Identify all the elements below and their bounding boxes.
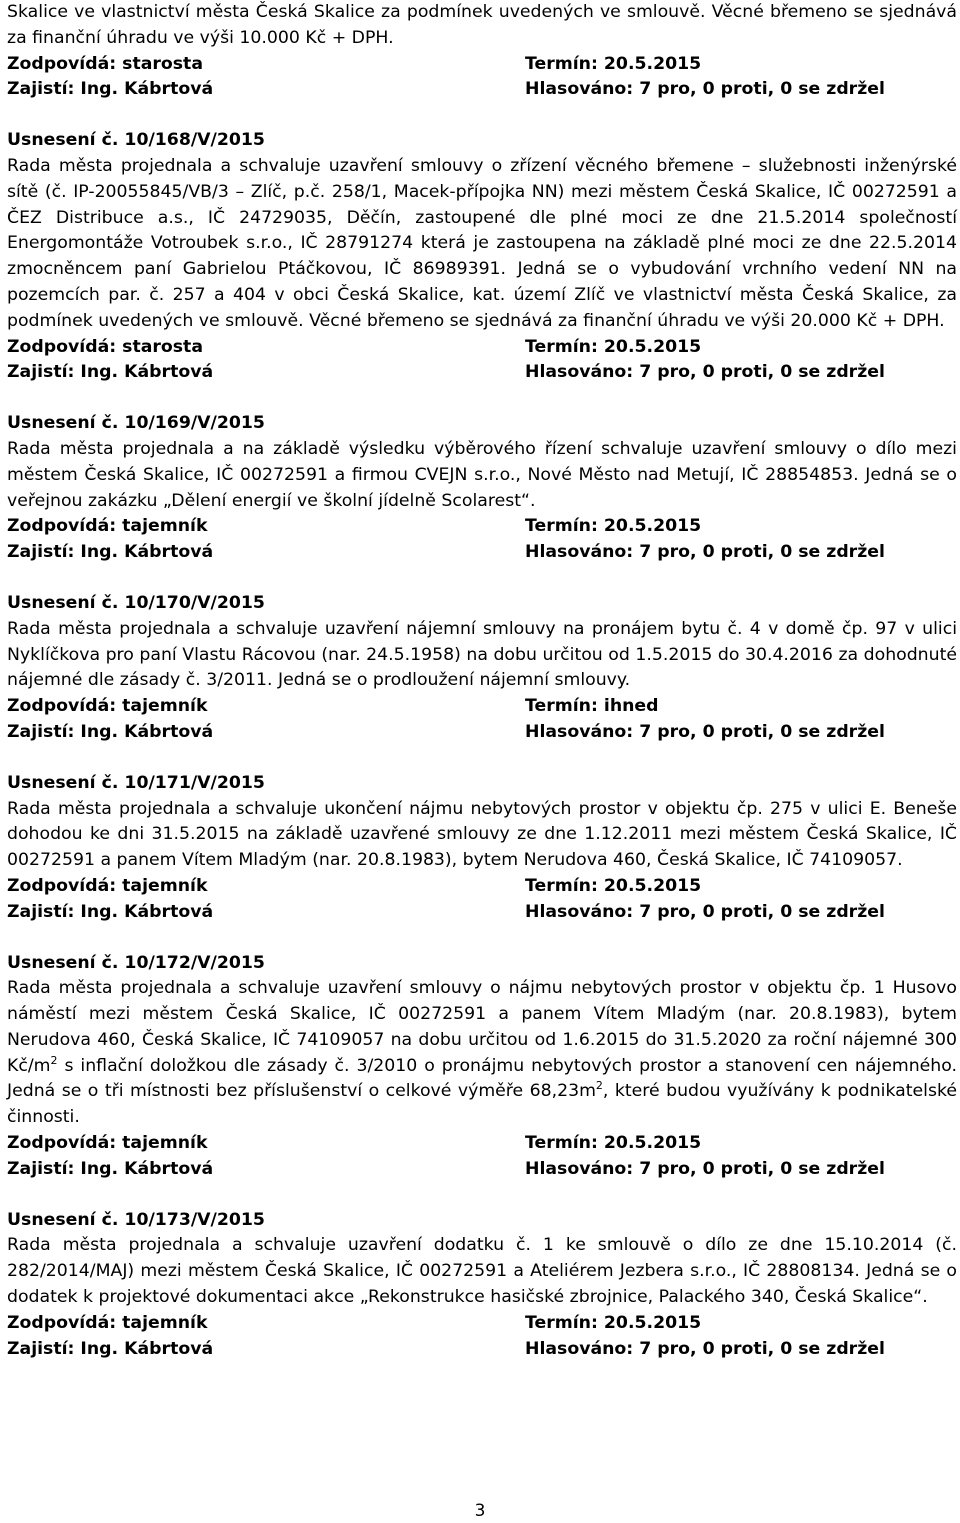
resolution-text: Rada města projednala a schvaluje ukončení nájmu nebytových prostor v objektu čp. 275 v ulici E. Beneše dohodou ke dni 31.5.2015 na základě uzavřené smlouvy ze dne 1.12.2011 mezi městem Česká Skalice, IČ 00272591 a panem Vítem Mladým (nar. 20.8.1983), bytem Nerudova 460, Česká Skalice, IČ 74109057. <box>7 798 957 871</box>
ensures-label: Zajistí: Ing. Kábrtová <box>7 901 214 922</box>
superscript: 2 <box>50 1053 58 1067</box>
ensures-label: Zajistí: Ing. Kábrtová <box>7 1158 214 1179</box>
deadline-label: Termín: 20.5.2015 <box>525 336 702 357</box>
deadline-label: Termín: 20.5.2015 <box>525 53 702 74</box>
meta-row-responsible <box>7 335 957 361</box>
meta-row-responsible <box>7 874 957 900</box>
ensures-label: Zajistí: Ing. Kábrtová <box>7 1338 214 1359</box>
vote-label: Hlasováno: 7 pro, 0 proti, 0 se zdržel <box>525 721 885 742</box>
ensures-label: Zajistí: Ing. Kábrtová <box>7 362 214 383</box>
page-number: 3 <box>474 1501 486 1521</box>
vote-label: Hlasováno: 7 pro, 0 proti, 0 se zdržel <box>525 1158 885 1179</box>
meta-row-responsible <box>7 514 957 540</box>
intro-text: Skalice ve vlastnictví města Česká Skalice za podmínek uvedených ve smlouvě. Věcné břemeno se sjednává za finanční úhradu ve výši 10.000 Kč + DPH. <box>7 2 957 48</box>
meta-row-ensures <box>7 900 957 926</box>
responsible-label: Zodpovídá: tajemník <box>7 1133 208 1154</box>
meta-row-ensures <box>7 77 957 103</box>
resolution-title: Usnesení č. 10/173/V/2015 <box>7 1209 265 1230</box>
vote-label: Hlasováno: 7 pro, 0 proti, 0 se zdržel <box>525 79 885 100</box>
deadline-label: Termín: 20.5.2015 <box>525 1133 702 1154</box>
resolution-text: Rada města projednala a schvaluje uzavření nájemní smlouvy na pronájem bytu č. 4 v domě čp. 97 v ulici Nyklíčkova pro paní Vlastu Rácovou (nar. 24.5.1958) na dobu určitou od 1.5.2015 do 30.4.2016 za dohodnuté nájemné dle zásady č. 3/2011. Jedná se o prodloužení nájemní smlouvy. <box>7 618 957 691</box>
responsible-label: Zodpovídá: starosta <box>7 53 203 74</box>
meta-row-ensures <box>7 720 957 746</box>
deadline-label: Termín: 20.5.2015 <box>525 875 702 896</box>
meta-row-ensures <box>7 540 957 566</box>
responsible-label: Zodpovídá: tajemník <box>7 516 208 537</box>
resolution-text: Rada města projednala a schvaluje uzavření smlouvy o zřízení věcného břemene – služebnosti inženýrské sítě (č. IP-20055845/VB/3 – Zlíč, p.č. 258/1, Macek-přípojka NN) mezi městem Česká Skalice, IČ 00272591 a ČEZ Distribuce a.s., IČ 24729035, Děčín, zastoupené dle plné moci ze dne 21.5.2014 společností Energomontáže Votroubek s.r.o., IČ 28791274 která je zastoupena na základě plné moci ze dne 22.5.2014 zmocněncem paní Gabrielou Ptáčkovou, IČ 86989391. Jedná se o vybudování vrchního vedení NN na pozemcích par. č. 257 a 404 v obci Česká Skalice, kat. území Zlíč ve vlastnictví města Česká Skalice, za podmínek uvedených ve smlouvě. Věcné břemeno se sjednává za finanční úhradu ve výši 20.000 Kč + DPH. <box>7 155 957 331</box>
resolution-title: Usnesení č. 10/172/V/2015 <box>7 952 265 973</box>
responsible-label: Zodpovídá: tajemník <box>7 875 208 896</box>
meta-row-responsible <box>7 52 957 78</box>
resolution-text-part: Rada města projednala a schvaluje uzavření smlouvy o nájmu nebytových prostor v objektu čp. 1 Husovo náměstí mezi městem Česká Skalice, IČ 00272591 a panem Vítem Mladým (nar. 20.8.1983), bytem Nerudova 460, Česká Skalice, IČ 74109057 na dobu určitou od 1.6.2015 do 31.5.2020 za roční nájemné 300 Kč/m <box>7 978 957 1076</box>
resolution-text: Rada města projednala a na základě výsledku výběrového řízení schvaluje uzavření smlouvy o dílo mezi městem Česká Skalice, IČ 00272591 a firmou CVEJN s.r.o., Nové Město nad Metují, IČ 28854853. Jedná se o veřejnou zakázku „Dělení energií ve školní jídelně Scolarest“. <box>7 438 957 511</box>
deadline-label: Termín: ihned <box>525 696 659 717</box>
resolution-title: Usnesení č. 10/168/V/2015 <box>7 130 265 151</box>
deadline-label: Termín: 20.5.2015 <box>525 516 702 537</box>
resolution-text-part: s inflační doložkou dle zásady č. 3/2010 o pronájmu nebytových prostor a stanovení cen nájemného. Jedná se o tři místnosti bez příslušenství o celkové výměře 68,23m <box>7 1055 957 1102</box>
meta-row-ensures <box>7 1157 957 1183</box>
responsible-label: Zodpovídá: tajemník <box>7 696 208 717</box>
resolution-text-part: , které budou využívány k podnikatelské činnosti. <box>7 1081 958 1128</box>
resolution-title: Usnesení č. 10/171/V/2015 <box>7 772 265 793</box>
vote-label: Hlasováno: 7 pro, 0 proti, 0 se zdržel <box>525 901 885 922</box>
meta-row-responsible <box>7 694 957 720</box>
vote-label: Hlasováno: 7 pro, 0 proti, 0 se zdržel <box>525 1338 885 1359</box>
ensures-label: Zajistí: Ing. Kábrtová <box>7 721 214 742</box>
meta-row-ensures <box>7 1337 957 1363</box>
resolution-text: Rada města projednala a schvaluje uzavření dodatku č. 1 ke smlouvě o dílo ze dne 15.10.2014 (č. 282/2014/MAJ) mezi městem Česká Skalice, IČ 00272591 a Ateliérem Jezbera s.r.o., IČ 28808134. Jedná se o dodatek k projektové dokumentaci akce „Rekonstrukce hasičské zbrojnice, Palackého 340, Česká Skalice“. <box>7 1235 957 1308</box>
responsible-label: Zodpovídá: starosta <box>7 336 203 357</box>
deadline-label: Termín: 20.5.2015 <box>525 1312 702 1333</box>
resolution-title: Usnesení č. 10/170/V/2015 <box>7 592 265 613</box>
vote-label: Hlasováno: 7 pro, 0 proti, 0 se zdržel <box>525 542 885 563</box>
ensures-label: Zajistí: Ing. Kábrtová <box>7 79 214 100</box>
ensures-label: Zajistí: Ing. Kábrtová <box>7 542 214 563</box>
meta-row-ensures <box>7 360 957 386</box>
responsible-label: Zodpovídá: tajemník <box>7 1312 208 1333</box>
document-page <box>7 0 957 1362</box>
meta-row-responsible <box>7 1131 957 1157</box>
resolution-title: Usnesení č. 10/169/V/2015 <box>7 413 265 434</box>
resolution-text <box>7 976 957 1131</box>
superscript: 2 <box>595 1079 603 1093</box>
meta-row-responsible <box>7 1311 957 1337</box>
vote-label: Hlasováno: 7 pro, 0 proti, 0 se zdržel <box>525 362 885 383</box>
